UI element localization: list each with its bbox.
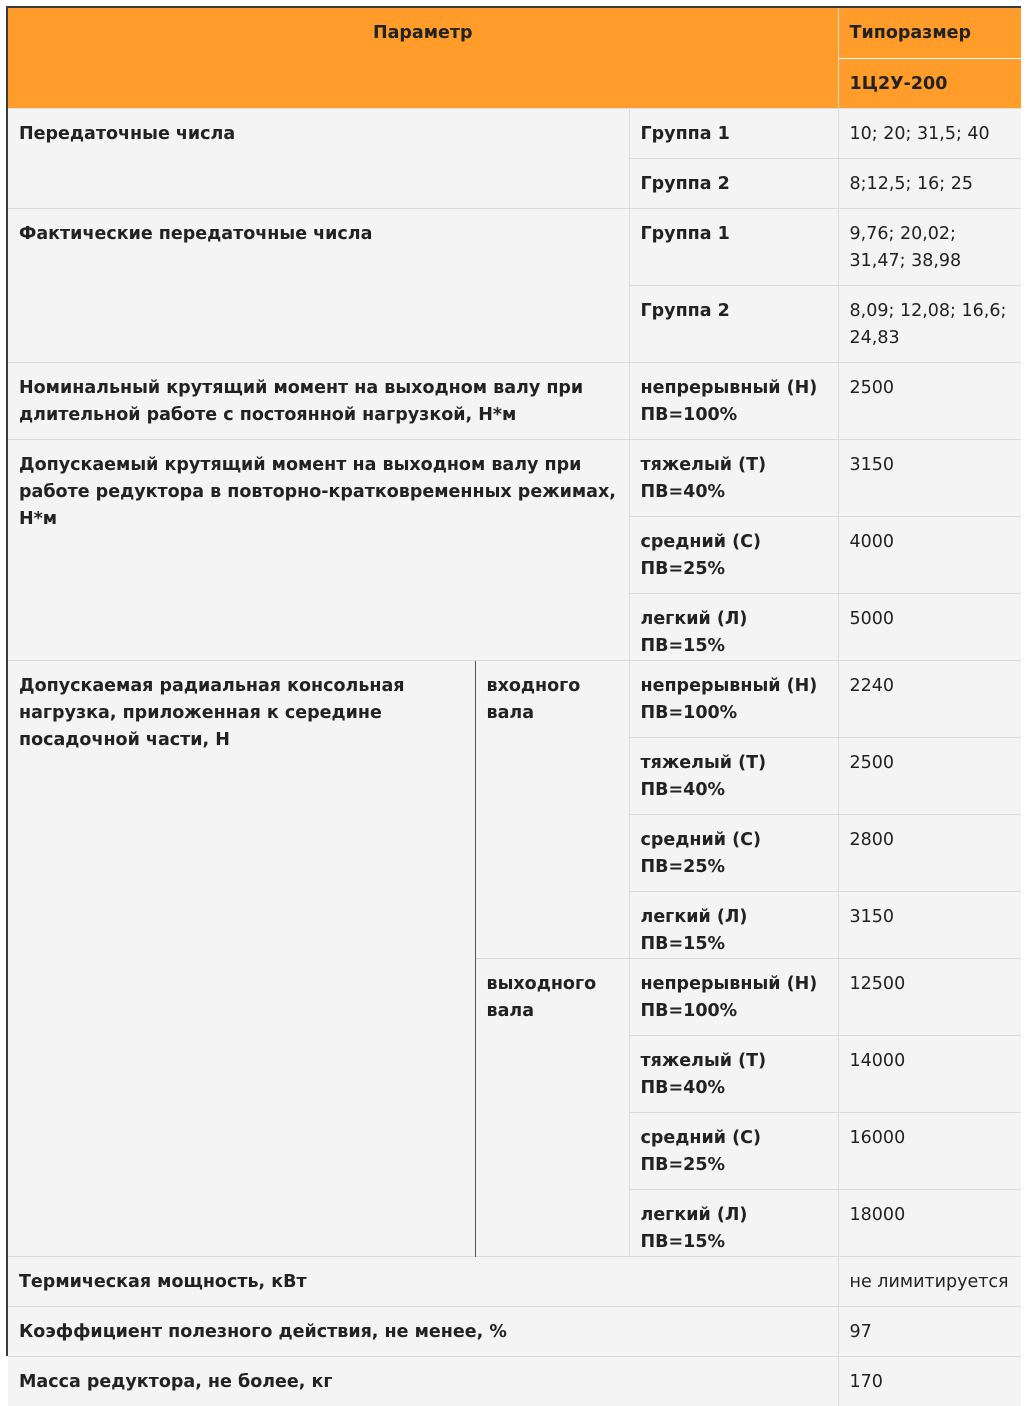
group-label: Группа 1 — [629, 108, 838, 158]
value-cell: 170 — [838, 1356, 1021, 1406]
mode-label: непрерывный (Н) ПВ=100% — [629, 958, 838, 1035]
radial-load-label: Допускаемая радиальная консольная нагрузка, приложенная к середине посадочной части, Н — [8, 660, 475, 1256]
value-cell: 8;12,5; 16; 25 — [838, 158, 1021, 208]
value-cell: 2240 — [838, 660, 1021, 737]
table-row — [8, 660, 1021, 737]
header-model: 1Ц2У-200 — [838, 58, 1021, 108]
value-cell: 97 — [838, 1306, 1021, 1356]
group-label: Группа 1 — [629, 208, 838, 285]
mass-label: Масса редуктора, не более, кг — [8, 1356, 838, 1406]
mode-label: непрерывный (Н) ПВ=100% — [629, 362, 838, 439]
thermal-power-label: Термическая мощность, кВт — [8, 1256, 838, 1306]
header-type: Типоразмер — [838, 8, 1021, 58]
allowed-torque-label: Допускаемый крутящий момент на выходном валу при работе редуктора в повторно-кратковременных режимах, Н*м — [8, 439, 629, 660]
table-row — [8, 1306, 1021, 1356]
table-row — [8, 439, 1021, 516]
value-cell: 3150 — [838, 891, 1021, 958]
header-row — [8, 8, 1021, 58]
value-cell: 18000 — [838, 1189, 1021, 1256]
value-cell: 16000 — [838, 1112, 1021, 1189]
nominal-torque-label: Номинальный крутящий момент на выходном валу при длительной работе с постоянной нагрузкой, Н*м — [8, 362, 629, 439]
gear-ratios-label: Передаточные числа — [8, 108, 629, 208]
value-cell: 5000 — [838, 593, 1021, 660]
value-cell: 2500 — [838, 737, 1021, 814]
value-cell: 10; 20; 31,5; 40 — [838, 108, 1021, 158]
table-row — [8, 208, 1021, 285]
value-cell: 9,76; 20,02; 31,47; 38,98 — [838, 208, 1021, 285]
mode-label: тяжелый (Т) ПВ=40% — [629, 737, 838, 814]
table-row — [8, 362, 1021, 439]
mode-label: непрерывный (Н) ПВ=100% — [629, 660, 838, 737]
output-shaft-label: выходного вала — [475, 958, 629, 1256]
group-label: Группа 2 — [629, 158, 838, 208]
mode-label: легкий (Л) ПВ=15% — [629, 1189, 838, 1256]
mode-label: тяжелый (Т) ПВ=40% — [629, 439, 838, 516]
efficiency-label: Коэффициент полезного действия, не менее, % — [8, 1306, 838, 1356]
table-row — [8, 108, 1021, 158]
value-cell: 3150 — [838, 439, 1021, 516]
mode-label: средний (С) ПВ=25% — [629, 814, 838, 891]
actual-ratios-label: Фактические передаточные числа — [8, 208, 629, 362]
value-cell: 8,09; 12,08; 16,6; 24,83 — [838, 285, 1021, 362]
input-shaft-label: входного вала — [475, 660, 629, 958]
mode-label: легкий (Л) ПВ=15% — [629, 593, 838, 660]
mode-label: средний (С) ПВ=25% — [629, 516, 838, 593]
specs-table — [8, 8, 1021, 1406]
table-row — [8, 1256, 1021, 1306]
header-parameter: Параметр — [8, 8, 838, 108]
table-row — [8, 1356, 1021, 1406]
value-cell: не лимитируется — [838, 1256, 1021, 1306]
value-cell: 12500 — [838, 958, 1021, 1035]
mode-label: средний (С) ПВ=25% — [629, 1112, 838, 1189]
value-cell: 2800 — [838, 814, 1021, 891]
value-cell: 2500 — [838, 362, 1021, 439]
group-label: Группа 2 — [629, 285, 838, 362]
mode-label: тяжелый (Т) ПВ=40% — [629, 1035, 838, 1112]
value-cell: 14000 — [838, 1035, 1021, 1112]
mode-label: легкий (Л) ПВ=15% — [629, 891, 838, 958]
value-cell: 4000 — [838, 516, 1021, 593]
